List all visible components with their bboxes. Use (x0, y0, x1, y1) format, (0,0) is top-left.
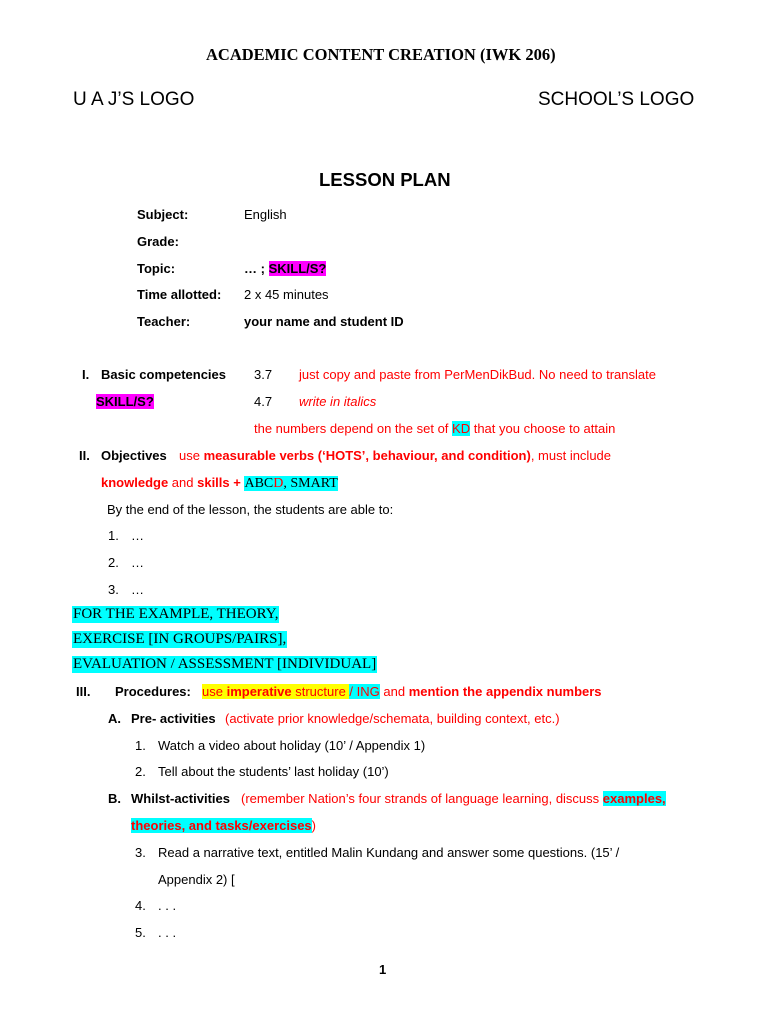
kd-note-part-b: that you choose to attain (470, 421, 616, 436)
activity-number-4: 4. (135, 898, 146, 913)
objective-number-2: 2. (108, 555, 119, 570)
objectives-intro: By the end of the lesson, the students are able to: (107, 502, 394, 517)
section1-label: Basic competencies (101, 367, 227, 382)
objectives-note (179, 448, 611, 463)
cyan-note-line3: EVALUATION / ASSESSMENT [INDIVIDUAL] (73, 656, 377, 672)
kd-number-3-7: 3.7 (254, 367, 273, 382)
objectives-requirements (101, 475, 338, 492)
topic-skill-highlight: SKILL/S? (268, 261, 327, 276)
activity-text-2: Tell about the students’ last holiday (10’) (158, 764, 389, 779)
topic-prefix: … ; (244, 261, 265, 276)
doc-title: LESSON PLAN (319, 169, 451, 190)
whilst-activities-label: Whilst-activities (131, 791, 230, 806)
whilst-activities-note (241, 791, 666, 806)
procedures-note (202, 684, 602, 699)
objective-number-1: 1. (108, 528, 119, 543)
kd-note-numbers (254, 421, 615, 436)
abcd-prefix: ABC (244, 476, 274, 491)
abcd-d: D (273, 476, 284, 491)
teacher-label: Teacher: (137, 314, 191, 329)
activity-number-5: 5. (135, 925, 146, 940)
activity-number-2: 2. (135, 764, 146, 779)
cyan-note-line2: EXERCISE [IN GROUPS/PAIRS], (73, 631, 287, 647)
objectives-note-c: , must include (530, 448, 612, 463)
skills-text: skills (197, 475, 230, 490)
whilst-note-close: ) (311, 818, 317, 833)
activity-text-3: Read a narrative text, entitled Malin Kundang and answer some questions. (15’ / (158, 845, 620, 860)
whilst-note-theories: theories, and tasks/exercises (131, 818, 312, 833)
pre-activities-note: (activate prior knowledge/schemata, building context, etc.) (225, 711, 560, 726)
kd-note-copy-paste: just copy and paste from PerMenDikBud. No need to translate (299, 367, 656, 382)
kd-note-italics: write in italics (299, 394, 377, 409)
kd-note-part-a: the numbers depend on the set of (254, 421, 453, 436)
topic-value (244, 261, 326, 276)
proc-note-structure: structure (291, 684, 350, 699)
uaj-logo-placeholder: U A J’S LOGO (73, 89, 195, 110)
abcd-suffix: , SMART (283, 476, 338, 491)
section2-numeral: II. (79, 448, 90, 463)
kd-highlight: KD (452, 421, 471, 436)
activity-text-1: Watch a video about holiday (10’ / Appendix 1) (158, 738, 426, 753)
subject-label: Subject: (137, 207, 189, 222)
plus-text: + (229, 475, 245, 490)
whilst-note-continued (131, 818, 316, 833)
grade-label: Grade: (137, 234, 179, 249)
activity-text-4: . . . (158, 898, 177, 913)
activity-text-5: . . . (158, 925, 177, 940)
section3-label: Procedures: (115, 684, 191, 699)
cyan-note-line1: FOR THE EXAMPLE, THEORY, (73, 606, 279, 622)
section3-numeral: III. (76, 684, 91, 699)
proc-note-use: use (202, 684, 227, 699)
objective-text-2: … (131, 555, 144, 570)
pre-activities-letter: A. (108, 711, 121, 726)
time-value: 2 x 45 minutes (244, 287, 329, 302)
activity-text-3-continued: Appendix 2) [ (158, 872, 235, 887)
school-logo-placeholder: SCHOOL’S LOGO (538, 89, 695, 110)
whilst-note-text: (remember Nation’s four strands of language learning, discuss (241, 791, 603, 806)
proc-note-imperative: imperative (226, 684, 292, 699)
kd-number-4-7: 4.7 (254, 394, 273, 409)
proc-note-and: and (379, 684, 409, 699)
whilst-note-examples: examples, (602, 791, 666, 806)
abcd-smart-highlight (244, 476, 337, 491)
knowledge-text: knowledge (101, 475, 169, 490)
objective-text-3: … (131, 582, 144, 597)
teacher-value: your name and student ID (244, 314, 404, 329)
whilst-activities-letter: B. (108, 791, 121, 806)
activity-number-1: 1. (135, 738, 146, 753)
page-number: 1 (379, 962, 387, 977)
proc-note-appendix: mention the appendix numbers (408, 684, 602, 699)
topic-label: Topic: (137, 261, 176, 276)
subject-value: English (244, 207, 287, 222)
objectives-note-a: use (179, 448, 204, 463)
proc-note-ing: / ING (349, 684, 380, 699)
and-text: and (168, 475, 198, 490)
pre-activities-label: Pre- activities (131, 711, 216, 726)
objective-text-1: … (131, 528, 144, 543)
time-label: Time allotted: (137, 287, 222, 302)
activity-number-3: 3. (135, 845, 146, 860)
objectives-note-verbs: measurable verbs (‘HOTS’, behaviour, and condition) (203, 448, 531, 463)
section1-skill-highlight: SKILL/S? (96, 394, 154, 409)
objective-number-3: 3. (108, 582, 119, 597)
section2-label: Objectives (101, 448, 167, 463)
section1-numeral: I. (82, 367, 90, 382)
course-title: ACADEMIC CONTENT CREATION (IWK 206) (206, 45, 556, 64)
